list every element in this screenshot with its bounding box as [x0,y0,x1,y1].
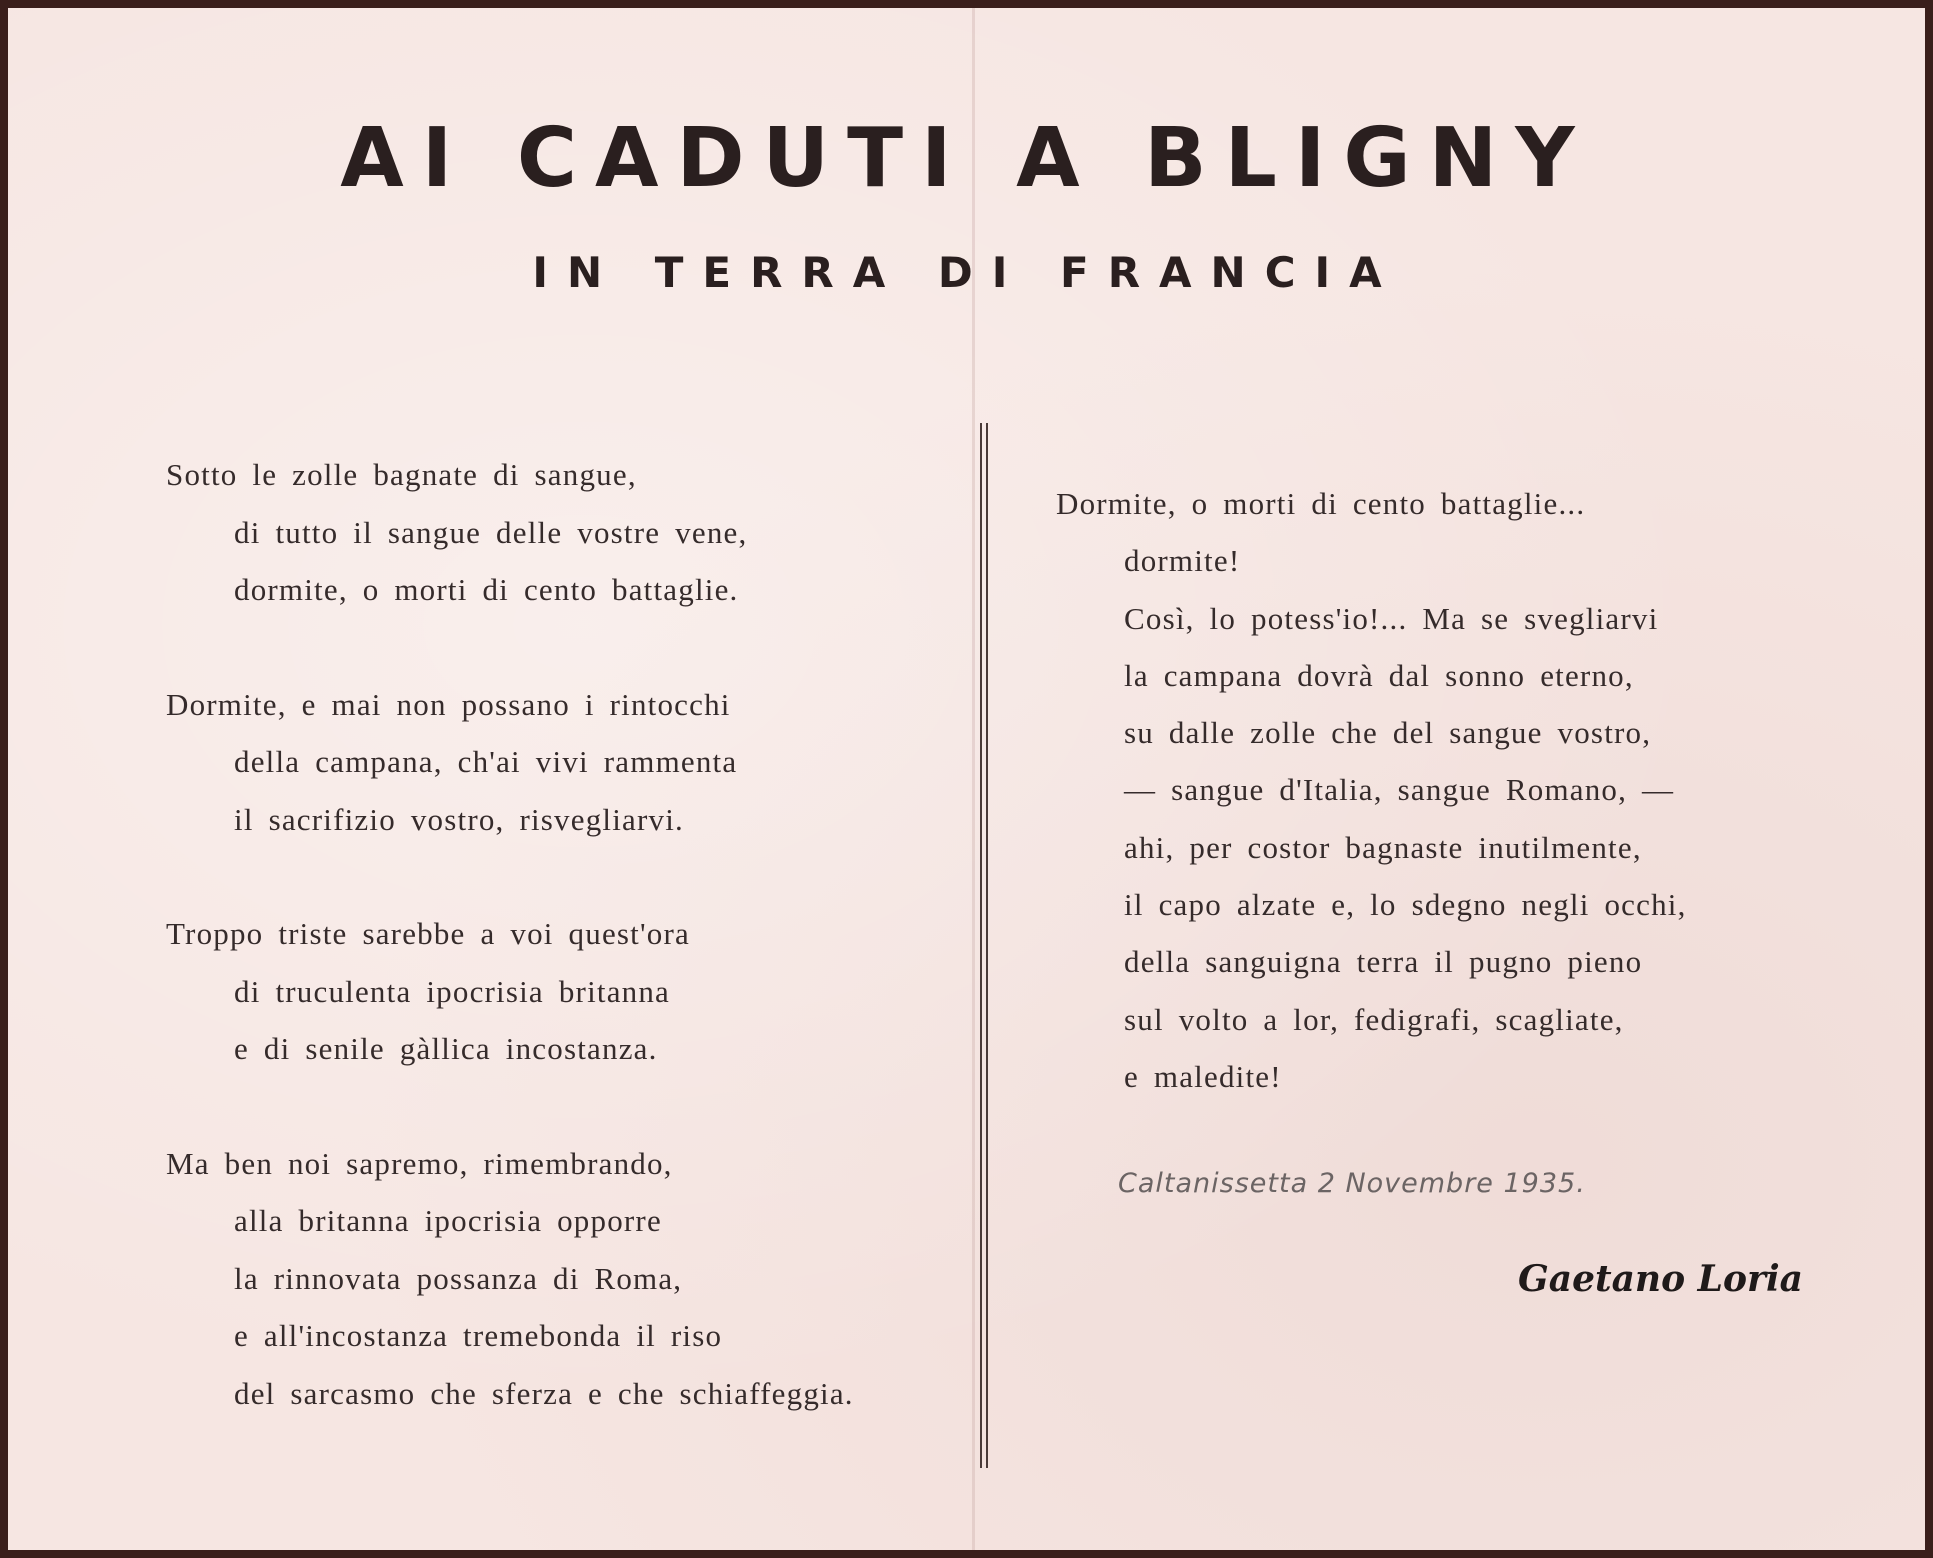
left-column [166,446,946,1479]
verse-line: del sarcasmo che sferza e che schiaffeggia. [234,1375,854,1411]
verse-line: Così, lo potess'io!... Ma se svegliarvi [1124,600,1659,636]
verse-line: e maledite! [1124,1058,1282,1094]
verse-line: e all'incostanza tremebonda il riso [234,1318,723,1353]
right-column [1056,475,1886,1105]
stanza [166,905,946,1078]
verse-line: il capo alzate e, lo sdegno negli occhi, [1124,887,1687,923]
verse-line: e di senile gàllica incostanza. [234,1031,658,1066]
verse-line: dormite, o morti di cento battaglie. [234,572,739,607]
poem-subtitle: IN TERRA DI FRANCIA [532,248,1401,297]
poem-title: AI CADUTI A BLIGNY [340,111,1593,206]
verse-line: Ma ben noi sapremo, rimembrando, [166,1145,673,1181]
date-line: Caltanissetta 2 Novembre 1935. [1118,1168,1586,1199]
verse-line: — sangue d'Italia, sangue Romano, — [1124,772,1675,808]
verse-line: della campana, ch'ai vivi rammenta [234,744,738,779]
verse-line: sul volto a lor, fedigrafi, scagliate, [1124,1001,1624,1037]
stanza [166,1135,946,1423]
verse-line: di tutto il sangue delle vostre vene, [234,514,748,550]
verse-line: la rinnovata possanza di Roma, [234,1260,683,1296]
document-sheet [8,8,1925,1550]
verse-line: la campana dovrà dal sonno eterno, [1124,657,1634,693]
column-divider [980,423,988,1468]
verse-line: il sacrifizio vostro, risvegliarvi. [234,801,684,837]
verse-line: dormite! [1124,543,1241,579]
stanza [166,446,946,619]
center-fold [972,8,975,1550]
verse-line: della sanguigna terra il pugno pieno [1124,944,1643,980]
author-signature: Gaetano Loria [1518,1258,1803,1300]
stanza [166,676,946,849]
verse-line: alla britanna ipocrisia opporre [234,1203,662,1238]
verse-line: su dalle zolle che del sangue vostro, [1124,715,1652,751]
verse-line: Dormite, o morti di cento battaglie... [1056,486,1586,521]
verse-line: Sotto le zolle bagnate di sangue, [166,457,637,492]
verse-line: ahi, per costor bagnaste inutilmente, [1124,829,1642,865]
verse-line: Troppo triste sarebbe a voi quest'ora [166,916,690,951]
verse-line: di truculenta ipocrisia britanna [234,973,671,1009]
verse-line: Dormite, e mai non possano i rintocchi [166,686,731,722]
